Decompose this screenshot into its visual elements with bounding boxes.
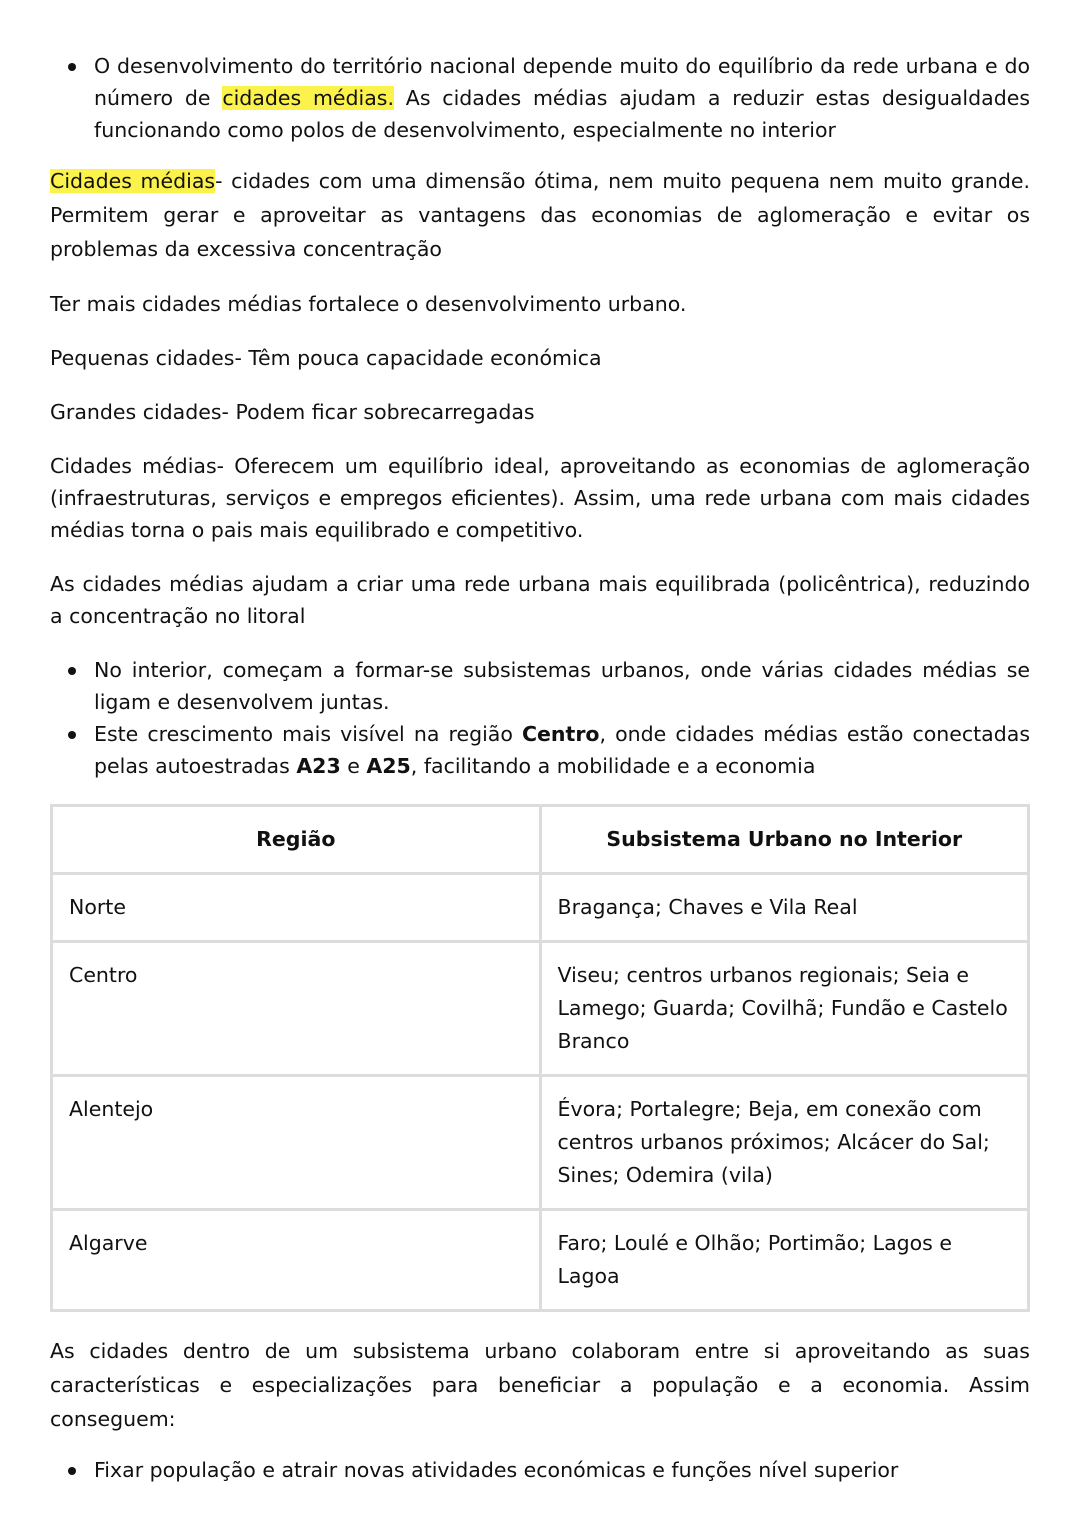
intro-bullet-list [50,50,1030,146]
closing-paragraph: As cidades dentro de um subsistema urbano colaboram entre si aproveitando as suas características e especializações para beneficiar a população e a economia. Assim conseguem: [50,1339,1030,1431]
table-header-row [52,806,1029,874]
column-header-region: Região [52,806,541,874]
list-item: Este crescimento mais visível na região Centro, onde cidades médias estão conectadas pelas autoestradas A23 e A25, facilitando a mobilidade e a economia [50,718,1030,782]
table-row [52,1210,1029,1311]
list-item: O desenvolvimento do território nacional depende muito do equilíbrio da rede urbana e do número de cidades médias. As cidades médias ajudam a reduzir estas desigualdades funcionando como polos de desenvolvimento, especialmente no interior [50,50,1030,146]
cell-region: Alentejo [52,1076,541,1210]
cell-region: Algarve [52,1210,541,1311]
cell-subsystem: Viseu; centros urbanos regionais; Seia e Lamego; Guarda; Covilhã; Fundão e Castelo Branco [540,942,1029,1076]
cell-subsystem: Bragança; Chaves e Vila Real [540,874,1029,942]
highlighted-term: Cidades médias [50,169,216,193]
closing-bullet-list [50,1454,1030,1486]
paragraph: Ter mais cidades médias fortalece o desenvolvimento urbano. [50,292,687,316]
highlighted-text: cidades médias. [222,86,395,110]
paragraph: Cidades médias- Oferecem um equilíbrio ideal, aproveitando as economias de aglomeração (infraestruturas, serviços e empregos eficientes). Assim, uma rede urbana com mais cidades médias torna o pais mais equilibrado e competitivo. [50,454,1030,542]
cell-region: Norte [52,874,541,942]
subsystems-table [50,804,1030,1312]
paragraph: Grandes cidades- Podem ficar sobrecarregadas [50,400,535,424]
table-row [52,942,1029,1076]
list-item: No interior, começam a formar-se subsistemas urbanos, onde várias cidades médias se ligam e desenvolvem juntas. [50,654,1030,718]
paragraph: Pequenas cidades- Têm pouca capacidade económica [50,346,602,370]
table-row [52,874,1029,942]
paragraph: As cidades médias ajudam a criar uma rede urbana mais equilibrada (policêntrica), reduzindo a concentração no litoral [50,572,1030,628]
cell-subsystem: Évora; Portalegre; Beja, em conexão com centros urbanos próximos; Alcácer do Sal; Sines; Odemira (vila) [540,1076,1029,1210]
list-item: Fixar população e atrair novas atividades económicas e funções nível superior [50,1454,1030,1486]
table-row [52,1076,1029,1210]
cell-subsystem: Faro; Loulé e Olhão; Portimão; Lagos e Lagoa [540,1210,1029,1311]
cell-region: Centro [52,942,541,1076]
column-header-subsystem: Subsistema Urbano no Interior [540,806,1029,874]
subsystem-bullet-list [50,654,1030,782]
definition-paragraph: Cidades médias- cidades com uma dimensão ótima, nem muito pequena nem muito grande. Permitem gerar e aproveitar as vantagens das economias de aglomeração e evitar os problemas da excessiva concentração [50,169,1030,261]
